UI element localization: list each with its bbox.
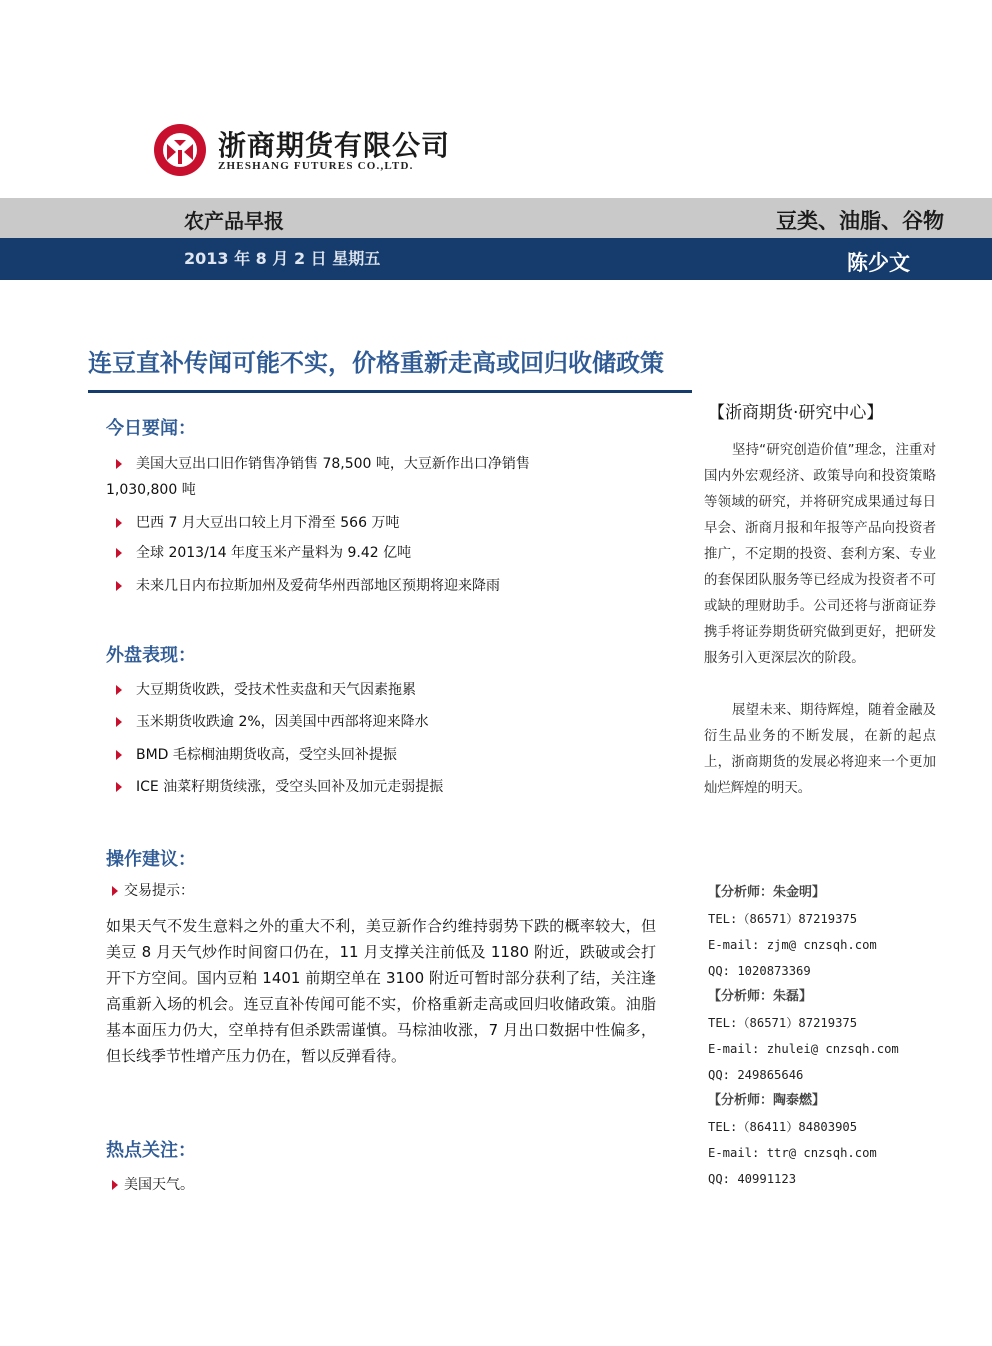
report-categories: 豆类、油脂、谷物 <box>776 209 944 233</box>
foreign-item: ICE 油菜籽期货续涨，受空头回补及加元走弱提振 <box>116 774 443 800</box>
analyst-name: 【分析师：陶泰燃】 <box>708 1093 826 1108</box>
analyst-qq: QQ: 1020873369 <box>708 964 811 978</box>
analyst-email: E-mail: zhulei@ cnzsqh.com <box>708 1042 899 1056</box>
headline: 连豆直补传闻可能不实，价格重新走高或回归收储政策 <box>88 349 664 377</box>
bullet-arrow-icon <box>116 685 122 695</box>
bullet-arrow-icon <box>112 1180 118 1190</box>
analyst-name: 【分析师：朱磊】 <box>708 989 813 1004</box>
news-item: 美国大豆出口旧作销售净销售 78,500 吨，大豆新作出口净销售 1,030,800 吨 <box>106 456 530 498</box>
foreign-item: 大豆期货收跌，受技术性卖盘和天气因素拖累 <box>116 677 416 703</box>
company-name-cn: 浙商期货有限公司 <box>218 129 451 162</box>
sidebar-paragraph-1: 坚持“研究创造价值”理念，注重对国内外宏观经济、政策导向和投资策略等领域的研究，并将研究成果通过每日早会、浙商月报和年报等产品向投资者推广，不定期的投资、套利方案、专业的套保团队服务等已经成为投资者不可或缺的理财助手。公司还将与浙商证券携手将证券期货研究做到更好，把研发服务引入更深层次的阶段。 <box>704 443 936 666</box>
hot-item: 美国天气。 <box>112 1172 194 1198</box>
headline-divider <box>88 390 692 393</box>
report-date: 2013 年 8 月 2 日 星期五 <box>184 249 381 268</box>
company-logo <box>152 120 452 180</box>
sidebar-paragraph-2: 展望未来、期待辉煌，随着金融及衍生品业务的不断发展，在新的起点上，浙商期货的发展必将迎来一个更加灿烂辉煌的明天。 <box>704 703 936 796</box>
analyst-tel: TEL:（86571）87219375 <box>708 912 858 926</box>
analyst-email: E-mail: ttr@ cnzsqh.com <box>708 1146 877 1160</box>
news-item: 巴西 7 月大豆出口较上月下滑至 566 万吨 <box>116 510 399 536</box>
bullet-arrow-icon <box>112 886 118 896</box>
analyst-qq: QQ: 40991123 <box>708 1172 797 1186</box>
section-title-advice: 操作建议： <box>106 849 196 870</box>
foreign-item: BMD 毛棕榈油期货收高，受空头回补提振 <box>116 742 397 768</box>
sidebar-title: 【浙商期货·研究中心】 <box>708 403 884 423</box>
analyst-qq: QQ: 249865646 <box>708 1068 804 1082</box>
foreign-item: 玉米期货收跌逾 2%，因美国中西部将迎来降水 <box>116 709 429 735</box>
report-type: 农产品早报 <box>184 209 284 233</box>
section-title-news: 今日要闻： <box>106 418 196 439</box>
news-item: 全球 2013/14 年度玉米产量料为 9.42 亿吨 <box>116 540 411 566</box>
bullet-arrow-icon <box>116 717 122 727</box>
analyst-tel: TEL:（86571）87219375 <box>708 1016 858 1030</box>
section-title-foreign: 外盘表现： <box>106 645 196 666</box>
section-title-hot: 热点关注： <box>106 1140 196 1161</box>
bullet-arrow-icon <box>116 750 122 760</box>
bullet-arrow-icon <box>116 459 122 469</box>
analyst-email: E-mail: zjm@ cnzsqh.com <box>708 938 877 952</box>
header-blue-band <box>0 238 992 280</box>
advice-paragraph: 如果天气不发生意料之外的重大不利，美豆新作合约维持弱势下跌的概率较大，但美豆 8 月天气炒作时间窗口仍在，11 月支撑关注前低及 1180 附近，跌破或会打开下方空间。国内豆粕 1401 前期空单在 3100 附近可暂时部分获利了结，关注逢高重新入场的机会。连豆直补传闻可能不实，价格重新走高或回归收储政策。油脂基本面压力仍大，空单持有但杀跌需谨慎。马棕油收涨，7 月出口数据中性偏多，但长线季节性增产压力仍在，暂以反弹看待。 <box>106 917 656 1065</box>
bullet-arrow-icon <box>116 548 122 558</box>
company-name-en: ZHESHANG FUTURES CO.,LTD. <box>218 160 414 172</box>
report-author: 陈少文 <box>847 251 910 275</box>
news-item: 未来几日内布拉斯加州及爱荷华州西部地区预期将迎来降雨 <box>116 573 500 599</box>
bullet-arrow-icon <box>116 518 122 528</box>
trade-tip-label: 交易提示： <box>112 878 194 904</box>
analyst-tel: TEL:（86411）84803905 <box>708 1120 858 1134</box>
analyst-name: 【分析师：朱金明】 <box>708 885 826 900</box>
bullet-arrow-icon <box>116 581 122 591</box>
zheshang-logo-icon <box>152 122 208 178</box>
bullet-arrow-icon <box>116 782 122 792</box>
